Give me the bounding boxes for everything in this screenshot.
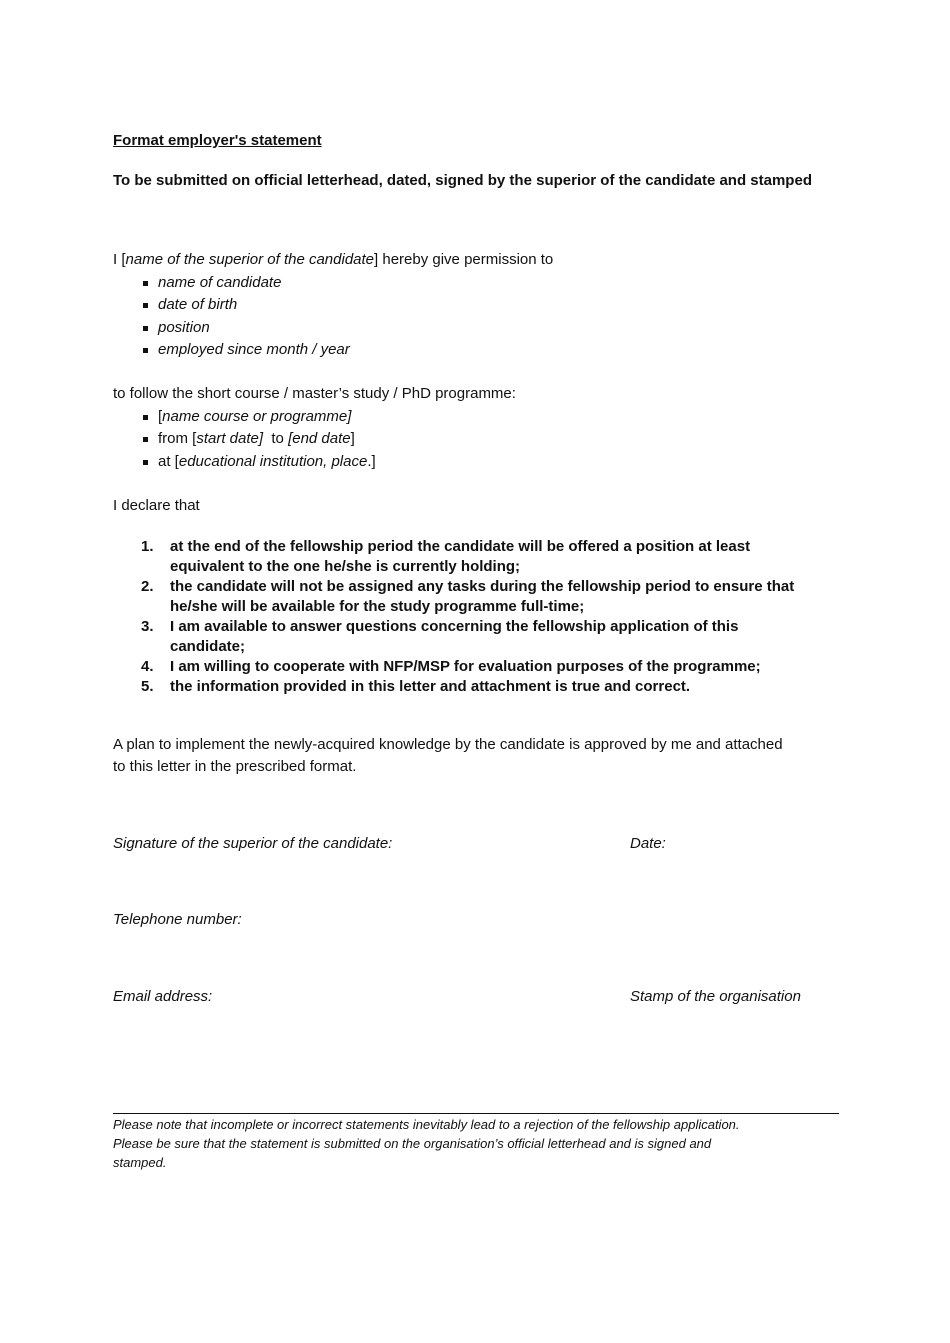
list-item <box>113 617 839 657</box>
from-label: from [ <box>158 430 197 448</box>
bracket-close: .] <box>367 452 376 470</box>
list-item <box>113 428 376 450</box>
list-item <box>113 657 839 677</box>
signature-label: Signature of the superior of the candidate: <box>113 835 393 852</box>
plan-line: A plan to implement the newly-acquired knowledge by the candidate is approved by me and attached <box>113 736 783 753</box>
programme-intro: to follow the short course / master’s study / PhD programme: <box>113 385 516 402</box>
end-date-placeholder: [end date <box>288 430 351 448</box>
institution-placeholder: educational institution, place <box>178 452 368 470</box>
item-number: 5. <box>141 678 154 695</box>
item-text: I am available to answer questions concerning the fellowship application of this <box>170 618 739 635</box>
bullet-icon <box>143 437 148 442</box>
telephone-label: Telephone number: <box>113 911 242 928</box>
bullet-icon <box>143 303 148 308</box>
list-item <box>113 339 350 361</box>
list-item <box>113 677 839 697</box>
footnote-line: stamped. <box>113 1155 167 1170</box>
list-item <box>113 272 350 294</box>
list-item <box>113 317 350 339</box>
employment-since-placeholder: employed since month / year <box>158 340 350 358</box>
at-label: at [ <box>158 452 179 470</box>
item-number: 3. <box>141 618 154 635</box>
bullet-icon <box>143 326 148 331</box>
footnote-divider <box>113 1113 839 1114</box>
declaration-intro: I declare that <box>113 497 200 514</box>
footnote-line: Please be sure that the statement is submitted on the organisation’s official letterhead and is signed and <box>113 1136 712 1151</box>
bullet-icon <box>143 281 148 286</box>
email-label: Email address: <box>113 988 213 1005</box>
programme-details-list <box>113 406 376 473</box>
bullet-icon <box>143 415 148 420</box>
document-page <box>113 0 839 1343</box>
item-text: the information provided in this letter and attachment is true and correct. <box>170 678 691 695</box>
item-text: equivalent to the one he/she is currently holding; <box>170 558 521 575</box>
candidate-name-placeholder: name of candidate <box>158 274 282 291</box>
list-item <box>113 537 839 577</box>
bracket-open: [ <box>158 408 163 425</box>
date-label: Date: <box>630 835 666 852</box>
to-label: to <box>263 430 289 448</box>
declaration-list <box>113 537 839 697</box>
item-text: I am willing to cooperate with NFP/MSP for evaluation purposes of the programme; <box>170 658 761 675</box>
item-text: at the end of the fellowship period the candidate will be offered a position at least <box>170 538 751 555</box>
bullet-icon <box>143 460 148 465</box>
superior-name-placeholder: name of the superior of the candidate <box>125 251 375 268</box>
candidate-details-list <box>113 272 350 361</box>
item-text: he/she will be available for the study programme full-time; <box>170 598 585 615</box>
permission-suffix: ] hereby give permission to <box>374 251 554 268</box>
plan-line: to this letter in the prescribed format. <box>113 758 357 775</box>
document-title: Format employer's statement <box>113 132 322 149</box>
list-item <box>113 451 376 473</box>
plan-statement <box>113 734 839 778</box>
footnote-line: Please note that incomplete or incorrect statements inevitably lead to a rejection of the fellowship application. <box>113 1117 740 1132</box>
bracket-close: ] <box>350 430 355 448</box>
stamp-label: Stamp of the organisation <box>630 988 801 1005</box>
item-number: 4. <box>141 658 154 675</box>
permission-statement <box>113 249 553 271</box>
list-item <box>113 294 350 316</box>
item-text: the candidate will not be assigned any tasks during the fellowship period to ensure that <box>170 578 795 595</box>
course-name-placeholder: name course or programme] <box>162 408 352 425</box>
list-item <box>113 577 839 617</box>
start-date-placeholder: start date] <box>196 430 264 448</box>
item-text: candidate; <box>170 638 246 655</box>
submission-instruction: To be submitted on official letterhead, dated, signed by the superior of the candidate and stamped <box>113 172 812 189</box>
bullet-icon <box>143 348 148 353</box>
permission-prefix: I [ <box>113 251 126 268</box>
birth-date-placeholder: date of birth <box>158 296 238 314</box>
footnote <box>113 1115 833 1172</box>
position-placeholder: position <box>158 318 210 336</box>
item-number: 1. <box>141 538 154 555</box>
list-item <box>113 406 376 428</box>
item-number: 2. <box>141 578 154 595</box>
